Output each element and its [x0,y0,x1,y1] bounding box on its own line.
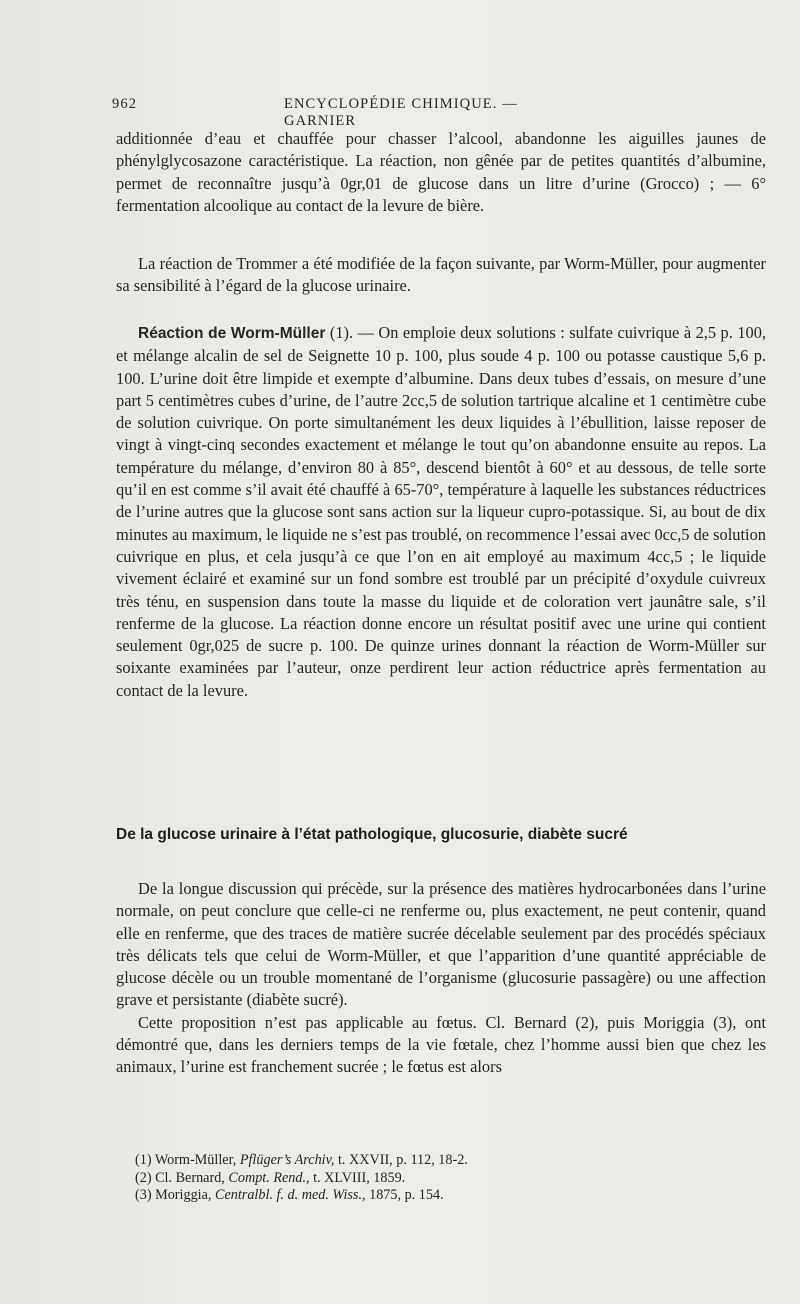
footnote-ref: t. XLVIII, 1859. [313,1169,406,1186]
footnotes [135,1152,755,1205]
footnote-marker: (2) [135,1169,152,1186]
footnote-1 [135,1152,755,1170]
page-number: 962 [112,96,138,112]
page-header [112,96,588,129]
footnote-marker: (1) [135,1152,152,1168]
section-body [116,878,766,1079]
section-title: De la glucose urinaire à l’état pathologique, glucosurie, diabète sucré [116,826,628,843]
footnote-author: Worm-Müller, [154,1152,237,1168]
footnote-ref: t. XXVII, p. 112, 18-2. [337,1152,468,1168]
inline-heading-worm-muller: Réaction de Worm-Müller [138,325,326,342]
running-title: ENCYCLOPÉDIE CHIMIQUE. — GARNIER [284,96,518,129]
paragraph-1: additionnée d’eau et chauffée pour chasser l’alcool, abandonne les aiguilles jaunes de phénylglycosazone caractéristique. La réaction, non gênée par de petites quantités d’albumine, permet de reconnaître jusqu’à 0gr,01 de glucose dans un litre d’urine (Grocco) ; — 6° fermentation alcoolique au contact de la levure de bière. [116,129,766,215]
footnote-source: Compt. Rend., [228,1169,310,1186]
paragraph-continuation [116,128,766,217]
footnote-3 [135,1187,755,1205]
footnote-ref: 1875, p. 154. [369,1187,444,1203]
footnote-marker: (3) [135,1187,152,1203]
footnote-author: Cl. Bernard, [155,1169,225,1186]
paragraph-5: Cette proposition n’est pas applicable au fœtus. Cl. Bernard (2), puis Moriggia (3), ont démontré que, dans les derniers temps de la vie fœtale, chez l’homme aussi bien que chez les animaux, l’urine est franchement sucrée ; le fœtus est alors [116,1012,766,1077]
footnote-author: Moriggia, [155,1187,212,1203]
paragraph-4: De la longue discussion qui précède, sur la présence des matières hydrocarbonées dans l’urine normale, on peut conclure que celle-ci ne renferme ou, plus exactement, ne peut contenir, quand elle en renferme, que des traces de matière sucrée décelable seulement par des procédés spéciaux très délicats tels que celui de Worm-Müller, et que l’apparition d’une quantité appréciable de glucose décèle ou un trouble momentané de l’organisme (glucosurie passagère) ou une affection grave et persistante (diabète sucré). [116,879,766,1010]
paragraph-3-body: (1). — On emploie deux solutions : sulfate cuivrique à 2,5 p. 100, et mélange alcalin de sel de Seignette 10 p. 100, plus soude 4 p. 100 ou potasse caustique 5,6 p. 100. L’urine doit être limpide et exempte d’albumine. Dans deux tubes d’essais, on mesure d’une part 5 centimètres cubes d’urine, de l’autre 2cc,5 de solution tartrique alcaline et 1 centimètre cube de solution cuivrique. On porte simultanément les deux liquides à l’ébullition, laisse reposer de vingt à vingt-cinq secondes exactement et mélange le tout qu’on abandonne ensuite au repos. La température du mélange, d’environ 80 à 85°, descend bientôt à 60° et au dessous, de telle sorte qu’il en est comme s’il avait été chauffé à 65-70°, température à laquelle les substances réductrices de l’urine autres que la glucose sont sans action sur la liqueur cupro-potassique. Si, au bout de dix minutes au maximum, le liquide ne s’est pas troublé, on recommence l’essai avec 0cc,5 de solution cuivrique en plus, et cela jusqu’à ce que l’on en ait employé au maximum 4cc,5 ; le liquide vivement éclairé et examiné sur un fond sombre est troublé par un précipité d’oxydule cuivreux très ténu, en suspension dans toute la masse du liquide et de coloration vert jaunâtre sale, s’il renferme de la glucose. La réaction donne encore un résultat positif avec une urine qui contient seulement 0gr,025 de sucre p. 100. De quinze urines donnant la réaction de Worm-Müller sur soixante examinées par l’auteur, onze perdirent leur action réductrice après fermentation au contact de la levure. [116,323,766,700]
paragraph-3 [116,322,766,702]
footnote-source: Pflüger’s Archiv, [239,1152,335,1168]
paragraph-trommer [116,253,766,298]
paragraph-2: La réaction de Trommer a été modifiée de la façon suivante, par Worm-Müller, pour augmenter sa sensibilité à l’égard de la glucose urinaire. [116,254,766,296]
footnote-source: Centralbl. f. d. med. Wiss., [215,1187,366,1203]
footnote-2 [135,1170,755,1188]
paragraph-worm-muller [116,322,766,702]
